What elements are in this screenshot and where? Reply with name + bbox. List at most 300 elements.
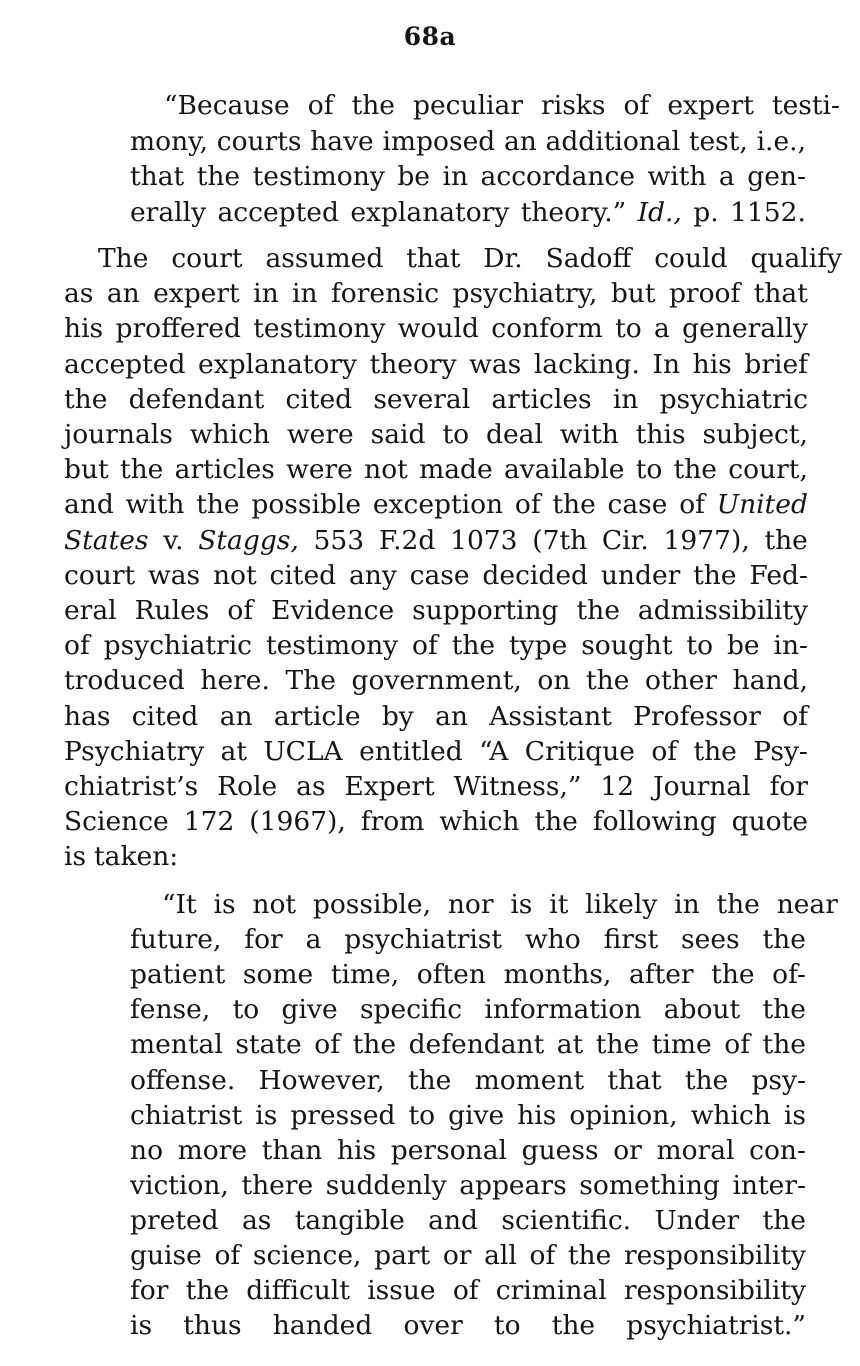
word: personal — [390, 1134, 507, 1166]
word: possible — [251, 489, 362, 521]
word: Psychiatry — [64, 735, 205, 767]
word: to — [686, 630, 714, 662]
word: 553 — [313, 524, 365, 556]
text-line — [64, 734, 808, 769]
word: specific — [359, 994, 463, 1026]
word: in- — [773, 630, 808, 662]
word: Staggs, — [198, 524, 299, 556]
word: (7th — [532, 524, 588, 556]
word: testi- — [771, 90, 840, 121]
word: the — [567, 1240, 612, 1271]
word: articles — [174, 454, 275, 486]
word: F.2d — [378, 524, 436, 556]
word: the — [684, 1064, 729, 1096]
word: at — [556, 1029, 584, 1061]
word: peculiar — [413, 90, 523, 121]
word: offense. — [130, 1064, 236, 1096]
word: his — [692, 348, 732, 380]
word: Witness,” — [453, 771, 582, 802]
word: in — [612, 383, 639, 415]
word: 1977), — [663, 524, 750, 556]
word: imposed — [382, 125, 496, 157]
word: explanatory — [198, 348, 357, 380]
word: of- — [772, 959, 806, 991]
word: guise — [130, 1240, 202, 1271]
text-line — [64, 417, 808, 452]
page-number: 68a — [403, 22, 457, 51]
word: test, — [688, 125, 748, 157]
text-line — [64, 382, 808, 417]
word: accepted — [64, 348, 186, 380]
word: troduced — [64, 665, 185, 697]
word: for — [244, 924, 283, 956]
word: conform — [491, 313, 603, 345]
word: not — [252, 889, 297, 920]
word: court — [64, 559, 136, 591]
word: is — [64, 841, 87, 873]
word: made — [419, 454, 493, 486]
word: patient — [130, 959, 226, 991]
word: 1152. — [730, 196, 806, 228]
word: The — [285, 665, 336, 697]
word: the — [552, 489, 596, 521]
word: was — [469, 348, 522, 380]
word: deal — [486, 419, 543, 450]
word: expert — [153, 278, 240, 310]
word: erally — [130, 196, 207, 228]
word: “Because — [164, 90, 290, 121]
word: could — [654, 243, 728, 274]
word: Sadoff — [545, 243, 632, 274]
word: information — [484, 994, 642, 1026]
word: have — [310, 125, 374, 157]
word: that — [753, 278, 808, 310]
word: United — [716, 489, 808, 521]
word: in — [442, 161, 469, 192]
text-line — [64, 452, 808, 487]
word: defendant — [408, 1029, 545, 1061]
word: for — [130, 1275, 169, 1307]
word: the — [185, 1275, 230, 1307]
word: the — [762, 1204, 806, 1236]
word: Journal — [653, 771, 751, 802]
word: of — [227, 595, 254, 626]
word: 12 — [600, 771, 635, 802]
text-line — [64, 487, 808, 522]
word: Rules — [134, 595, 210, 626]
word: in — [674, 889, 700, 920]
word: of — [782, 700, 808, 732]
word: responsibility — [623, 1275, 806, 1307]
word: state — [235, 1029, 302, 1061]
word: hand, — [732, 665, 808, 697]
word: would — [397, 313, 479, 345]
word: give — [281, 994, 338, 1026]
word: with — [647, 161, 707, 192]
word: accepted — [217, 196, 339, 228]
text-line — [64, 558, 808, 593]
text-line — [130, 957, 806, 992]
word: However, — [258, 1064, 385, 1096]
word: the — [196, 161, 241, 192]
word: on — [537, 665, 571, 697]
word: assumed — [265, 243, 384, 274]
word: appears — [459, 1169, 567, 1201]
word: Expert — [344, 771, 435, 802]
word: court — [171, 243, 243, 274]
word: scientific. — [501, 1204, 632, 1236]
word: additional — [545, 125, 681, 157]
word: the — [762, 1029, 806, 1061]
text-line — [130, 159, 806, 194]
word: psychiatrist.” — [626, 1310, 806, 1342]
word: mental — [130, 1029, 223, 1061]
word: be — [726, 630, 760, 662]
word: mony, — [130, 125, 209, 157]
word: is — [255, 1099, 278, 1131]
word: over — [403, 1310, 463, 1342]
word: cited — [269, 559, 337, 591]
word: Role — [217, 771, 278, 802]
word: is — [130, 1310, 153, 1342]
word: expert — [667, 90, 754, 121]
word: or — [442, 1240, 472, 1271]
word: viction, — [130, 1169, 229, 1201]
word: in — [292, 278, 318, 310]
text-line — [64, 804, 808, 839]
word: type — [509, 630, 568, 662]
word: the — [693, 735, 737, 767]
word: to — [232, 994, 260, 1026]
word: the — [451, 630, 496, 662]
word: there — [241, 1169, 314, 1201]
word: cited — [131, 700, 199, 732]
word: defendant — [128, 383, 265, 415]
text-line — [64, 839, 808, 874]
word: a — [654, 313, 670, 345]
text-line — [130, 887, 838, 922]
word: following — [592, 806, 717, 838]
word: opinion, — [569, 1099, 678, 1131]
word: that — [406, 243, 461, 274]
word: this — [635, 419, 686, 450]
word: cited — [285, 383, 353, 415]
word: something — [579, 1169, 720, 1201]
word: UCLA — [263, 735, 343, 767]
word: issue — [367, 1275, 436, 1307]
word: psychiatry, — [452, 278, 598, 310]
word: other — [645, 665, 718, 697]
word: not — [212, 559, 257, 591]
word: Dr. — [483, 243, 523, 274]
word: is — [213, 889, 236, 920]
word: all — [484, 1240, 517, 1271]
text-line — [130, 992, 806, 1027]
word: here. — [200, 665, 270, 697]
word: who — [524, 924, 581, 956]
word: exception — [372, 489, 504, 521]
word: but — [610, 278, 656, 310]
text-line — [130, 1308, 806, 1343]
word: the — [119, 454, 164, 486]
word: brief — [744, 348, 808, 380]
word: as — [241, 1204, 272, 1236]
word: lacking. — [533, 348, 640, 380]
word: at — [220, 735, 247, 767]
word: the — [351, 90, 395, 121]
text-line — [130, 1133, 806, 1168]
word: forensic — [331, 278, 440, 310]
word: of — [514, 489, 541, 521]
word: accordance — [480, 161, 636, 192]
word: of — [529, 1240, 556, 1271]
word: an — [503, 125, 537, 157]
word: his — [336, 1134, 377, 1166]
word: psychiatric — [659, 383, 808, 415]
word: often — [416, 959, 486, 991]
word: some — [242, 959, 314, 991]
word: court, — [728, 454, 808, 486]
word: (1967), — [249, 806, 346, 838]
text-line — [130, 1273, 806, 1308]
text-line — [64, 628, 808, 663]
word: theory.” — [520, 196, 627, 228]
word: the — [352, 1029, 397, 1061]
word: tangible — [294, 1204, 405, 1236]
word: explanatory — [350, 196, 510, 228]
word: taken: — [94, 841, 179, 873]
word: were — [286, 419, 354, 450]
word: the — [762, 924, 806, 956]
text-line — [130, 124, 806, 159]
text-line — [64, 663, 808, 698]
word: more — [177, 1134, 248, 1166]
word: moment — [474, 1064, 585, 1096]
word: to — [408, 1099, 436, 1131]
word: subject, — [702, 419, 808, 450]
word: “A — [479, 735, 509, 767]
word: the — [716, 889, 760, 920]
word: responsibility — [623, 1240, 806, 1271]
text-line — [130, 1063, 806, 1098]
word: a — [718, 161, 735, 192]
word: and — [428, 1204, 479, 1236]
word: that — [130, 161, 185, 192]
text-line — [130, 195, 806, 230]
word: chiatrist’s — [64, 771, 199, 802]
word: moral — [656, 1134, 735, 1166]
word: quote — [731, 806, 808, 838]
word: Assistant — [489, 700, 612, 732]
word: journals — [64, 419, 173, 450]
word: theory — [369, 348, 457, 380]
word: con- — [749, 1134, 806, 1166]
text-line — [64, 769, 808, 804]
word: testimony — [252, 161, 385, 192]
word: the — [693, 559, 737, 591]
word: testimony — [265, 630, 399, 662]
word: the — [673, 454, 717, 486]
word: which — [439, 806, 520, 838]
text-line — [130, 1098, 806, 1133]
word: said — [370, 419, 426, 450]
text-line — [64, 241, 842, 276]
word: with — [125, 489, 185, 521]
word: about — [663, 994, 741, 1026]
word: of — [314, 1029, 341, 1061]
word: of — [214, 1240, 241, 1271]
word: as — [296, 771, 326, 802]
word: testimony — [253, 313, 386, 345]
word: “It — [162, 889, 197, 920]
word: to — [442, 419, 470, 450]
word: of — [64, 630, 90, 662]
word: has — [64, 700, 111, 732]
word: nor — [447, 889, 494, 920]
word: inter- — [732, 1169, 806, 1201]
word: 172 — [183, 806, 235, 838]
word: first — [603, 924, 659, 956]
word: available — [503, 454, 625, 486]
word: than — [261, 1134, 323, 1166]
word: gen- — [747, 161, 806, 192]
word: and — [64, 489, 114, 521]
word: possible, — [312, 889, 431, 920]
word: near — [776, 889, 838, 920]
word: is — [510, 889, 533, 920]
word: an — [219, 700, 253, 732]
word: of — [623, 90, 650, 121]
word: criminal — [495, 1275, 607, 1307]
word: of — [452, 1275, 479, 1307]
word: sees — [681, 924, 740, 956]
word: Psy- — [753, 735, 808, 767]
word: the — [586, 665, 630, 697]
word: 1073 — [450, 524, 518, 556]
word: proffered — [115, 313, 241, 345]
word: not — [364, 454, 408, 486]
word: as — [64, 278, 94, 310]
word: the — [551, 1310, 596, 1342]
word: of — [724, 1029, 750, 1061]
word: of — [651, 735, 678, 767]
word: that — [607, 1064, 662, 1096]
word: eral — [64, 595, 117, 626]
word: the — [595, 1029, 640, 1061]
word: any — [348, 559, 397, 591]
word: article — [273, 700, 361, 732]
word: under — [600, 559, 681, 591]
word: was — [148, 559, 201, 591]
word: generally — [682, 313, 808, 345]
word: from — [360, 806, 425, 838]
word: science, — [252, 1240, 362, 1271]
word: decided — [482, 559, 588, 591]
text-line — [130, 1168, 806, 1203]
word: Science — [64, 806, 169, 838]
text-line — [64, 347, 808, 382]
word: Critique — [524, 735, 635, 767]
text-line — [64, 311, 808, 346]
word: likely — [585, 889, 658, 920]
word: his — [517, 1099, 557, 1131]
word: The — [98, 243, 149, 274]
text-line — [64, 593, 808, 628]
word: case — [607, 489, 668, 521]
word: the — [762, 994, 806, 1026]
word: v. — [163, 524, 184, 556]
word: future, — [130, 924, 222, 956]
word: articles — [491, 383, 592, 415]
word: thus — [183, 1310, 242, 1342]
text-line — [64, 523, 808, 558]
word: Cir. — [601, 524, 649, 556]
word: Professor — [633, 700, 761, 732]
word: courts — [216, 125, 302, 157]
word: Id., — [637, 196, 682, 228]
word: which — [189, 419, 270, 450]
word: his — [64, 313, 104, 345]
word: of — [307, 90, 334, 121]
word: time — [651, 1029, 712, 1061]
word: psy- — [751, 1064, 806, 1096]
word: proof — [668, 278, 741, 310]
word: the — [711, 959, 755, 991]
word: In — [652, 348, 681, 380]
word: time, — [330, 959, 400, 991]
word: or — [613, 1134, 642, 1166]
word: in — [253, 278, 279, 310]
text-line — [130, 1238, 806, 1273]
word: government, — [351, 665, 522, 697]
word: entitled — [359, 735, 463, 767]
word: no — [130, 1134, 164, 1166]
word: to — [615, 313, 642, 345]
text-line — [130, 922, 806, 957]
word: the — [576, 595, 620, 626]
word: admissibility — [637, 595, 808, 626]
word: risks — [541, 90, 606, 121]
text-line — [64, 276, 808, 311]
word: of — [679, 489, 705, 521]
word: to — [493, 1310, 521, 1342]
word: with — [559, 419, 619, 450]
word: guess — [521, 1134, 599, 1166]
word: supporting — [412, 595, 559, 626]
word: were — [286, 454, 353, 486]
word: handed — [272, 1310, 373, 1342]
word: Under — [654, 1204, 740, 1236]
word: psychiatric — [103, 630, 253, 662]
word: States — [64, 524, 149, 556]
word: chiatrist — [130, 1099, 243, 1131]
word: case — [409, 559, 470, 591]
word: months, — [503, 959, 612, 991]
word: give — [448, 1099, 505, 1131]
word: after — [628, 959, 694, 991]
word: Fed- — [749, 559, 808, 591]
word: the — [407, 1064, 452, 1096]
word: part — [374, 1240, 431, 1271]
word: an — [435, 700, 468, 732]
word: Evidence — [271, 595, 395, 626]
word: by — [381, 700, 414, 732]
word: a — [305, 924, 322, 956]
word: but — [64, 454, 109, 486]
word: for — [769, 771, 808, 802]
word: the — [764, 524, 808, 556]
word: the — [196, 489, 240, 521]
